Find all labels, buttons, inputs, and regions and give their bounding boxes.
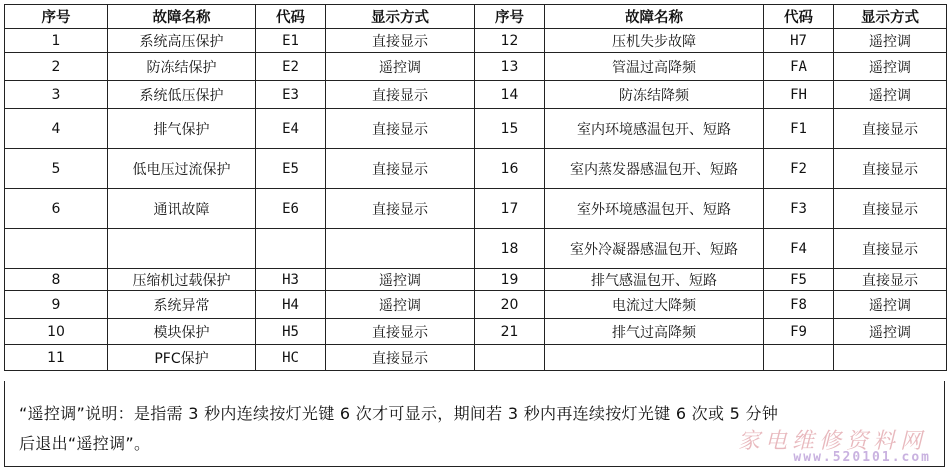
table-header-row [5, 5, 947, 29]
table-row [5, 189, 947, 229]
fault-code-cell: E2 [256, 53, 326, 81]
header-cell: 序号 [5, 5, 108, 29]
fault-name-cell: 压缩机过载保护 [108, 269, 256, 291]
fault-code-cell: F3 [764, 189, 834, 229]
table-row [5, 291, 947, 319]
row-number-cell [5, 229, 108, 269]
header-cell: 序号 [475, 5, 545, 29]
fault-code-table [4, 4, 947, 371]
row-number-cell: 4 [5, 109, 108, 149]
fault-name-cell: 排气过高降频 [545, 319, 764, 345]
display-mode-cell: 直接显示 [834, 189, 947, 229]
fault-code-cell: F8 [764, 291, 834, 319]
fault-name-cell [545, 345, 764, 371]
fault-code-cell: F9 [764, 319, 834, 345]
fault-code-cell: E6 [256, 189, 326, 229]
fault-name-cell: 室外冷凝器感温包开、短路 [545, 229, 764, 269]
display-mode-cell: 遥控调 [834, 319, 947, 345]
row-number-cell: 13 [475, 53, 545, 81]
row-number-cell: 21 [475, 319, 545, 345]
fault-code-cell: H5 [256, 319, 326, 345]
header-cell: 显示方式 [834, 5, 947, 29]
row-number-cell: 9 [5, 291, 108, 319]
fault-code-cell: E5 [256, 149, 326, 189]
display-mode-cell: 遥控调 [834, 291, 947, 319]
header-cell: 代码 [256, 5, 326, 29]
fault-name-cell: PFC保护 [108, 345, 256, 371]
row-number-cell: 14 [475, 81, 545, 109]
row-number-cell: 19 [475, 269, 545, 291]
fault-name-cell: 防冻结降频 [545, 81, 764, 109]
display-mode-cell: 直接显示 [326, 109, 475, 149]
table-row [5, 81, 947, 109]
row-number-cell: 10 [5, 319, 108, 345]
fault-code-cell: E1 [256, 29, 326, 53]
note-line-2: 后退出“遥控调”。 [19, 434, 151, 453]
table-row [5, 345, 947, 371]
fault-code-cell: FH [764, 81, 834, 109]
row-number-cell: 1 [5, 29, 108, 53]
fault-code-cell: E3 [256, 81, 326, 109]
row-number-cell: 17 [475, 189, 545, 229]
row-number-cell: 11 [5, 345, 108, 371]
row-number-cell: 18 [475, 229, 545, 269]
fault-name-cell: 模块保护 [108, 319, 256, 345]
fault-name-cell: 低电压过流保护 [108, 149, 256, 189]
display-mode-cell: 直接显示 [834, 109, 947, 149]
table-row [5, 149, 947, 189]
display-mode-cell: 直接显示 [326, 189, 475, 229]
display-mode-cell: 直接显示 [326, 345, 475, 371]
row-number-cell: 3 [5, 81, 108, 109]
table-row [5, 319, 947, 345]
fault-name-cell: 排气感温包开、短路 [545, 269, 764, 291]
row-number-cell: 20 [475, 291, 545, 319]
display-mode-cell: 遥控调 [326, 291, 475, 319]
fault-name-cell: 室外环境感温包开、短路 [545, 189, 764, 229]
fault-name-cell: 排气保护 [108, 109, 256, 149]
table-row [5, 269, 947, 291]
note-line-1: “遥控调”说明：是指需 3 秒内连续按灯光键 6 次才可显示，期间若 3 秒内再连续按灯光键 6 次或 5 分钟 [19, 404, 779, 423]
fault-code-cell: E4 [256, 109, 326, 149]
fault-code-cell: H3 [256, 269, 326, 291]
watermark-logo: 家电维修资料网 [737, 429, 927, 454]
table-row [5, 29, 947, 53]
fault-code-cell [256, 229, 326, 269]
fault-name-cell [108, 229, 256, 269]
row-number-cell: 16 [475, 149, 545, 189]
fault-name-cell: 系统异常 [108, 291, 256, 319]
display-mode-cell: 直接显示 [326, 319, 475, 345]
row-number-cell [475, 345, 545, 371]
display-mode-cell [834, 345, 947, 371]
display-mode-cell: 遥控调 [834, 81, 947, 109]
fault-code-cell: FA [764, 53, 834, 81]
row-number-cell: 12 [475, 29, 545, 53]
fault-name-cell: 防冻结保护 [108, 53, 256, 81]
display-mode-cell: 直接显示 [326, 29, 475, 53]
row-number-cell: 6 [5, 189, 108, 229]
row-number-cell: 15 [475, 109, 545, 149]
row-number-cell: 5 [5, 149, 108, 189]
watermark-url: www.520101.com [793, 450, 931, 465]
header-cell: 显示方式 [326, 5, 475, 29]
display-mode-cell: 遥控调 [834, 29, 947, 53]
display-mode-cell: 遥控调 [834, 53, 947, 81]
fault-name-cell: 室内环境感温包开、短路 [545, 109, 764, 149]
display-mode-cell: 遥控调 [326, 269, 475, 291]
display-mode-cell: 直接显示 [834, 229, 947, 269]
header-cell: 故障名称 [545, 5, 764, 29]
fault-code-cell: HC [256, 345, 326, 371]
row-number-cell: 8 [5, 269, 108, 291]
table-row [5, 229, 947, 269]
fault-name-cell: 系统低压保护 [108, 81, 256, 109]
display-mode-cell: 直接显示 [326, 149, 475, 189]
display-mode-cell: 遥控调 [326, 53, 475, 81]
fault-code-cell: F1 [764, 109, 834, 149]
fault-name-cell: 系统高压保护 [108, 29, 256, 53]
display-mode-cell: 直接显示 [834, 269, 947, 291]
fault-code-cell: H7 [764, 29, 834, 53]
fault-name-cell: 管温过高降频 [545, 53, 764, 81]
display-mode-cell: 直接显示 [834, 149, 947, 189]
fault-code-cell [764, 345, 834, 371]
fault-name-cell: 电流过大降频 [545, 291, 764, 319]
fault-code-cell: F5 [764, 269, 834, 291]
display-mode-cell [326, 229, 475, 269]
fault-code-cell: F2 [764, 149, 834, 189]
fault-code-cell: F4 [764, 229, 834, 269]
fault-name-cell: 压机失步故障 [545, 29, 764, 53]
header-cell: 代码 [764, 5, 834, 29]
display-mode-cell: 直接显示 [326, 81, 475, 109]
fault-name-cell: 通讯故障 [108, 189, 256, 229]
header-cell: 故障名称 [108, 5, 256, 29]
table-row [5, 53, 947, 81]
fault-code-cell: H4 [256, 291, 326, 319]
fault-name-cell: 室内蒸发器感温包开、短路 [545, 149, 764, 189]
table-row [5, 109, 947, 149]
row-number-cell: 2 [5, 53, 108, 81]
